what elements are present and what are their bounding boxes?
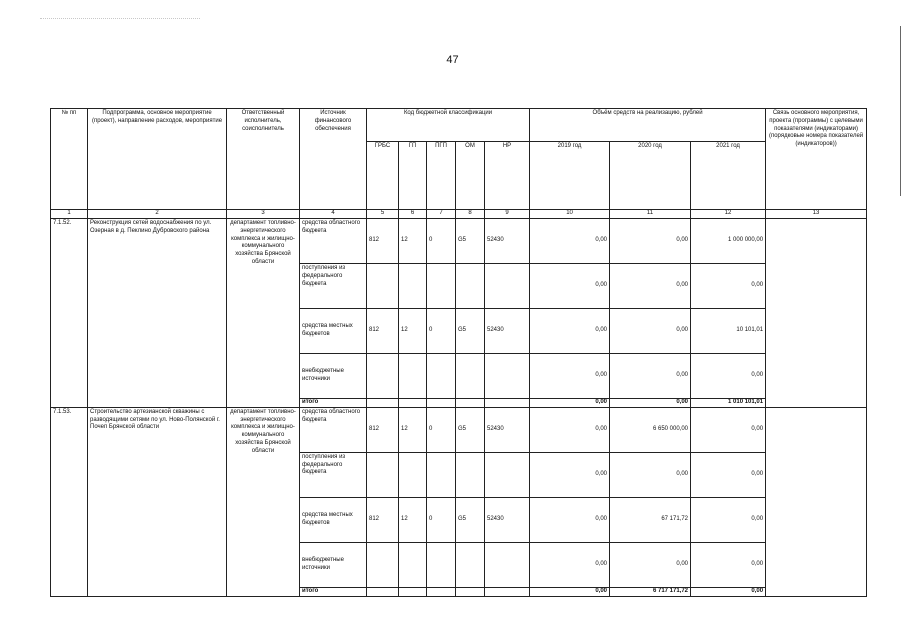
total-2021: 0,00 (691, 587, 766, 596)
total-label: итого (300, 399, 367, 408)
scan-edge-line (900, 26, 901, 196)
code-grbs: 812 (367, 497, 399, 542)
column-number: 12 (691, 210, 766, 219)
code-grbs (367, 452, 399, 497)
column-number: 1 (51, 210, 88, 219)
code-grbs (367, 542, 399, 587)
code-pgp (427, 354, 456, 399)
code-grbs (367, 354, 399, 399)
total-2020: 0,00 (610, 399, 691, 408)
header-no: № пп (51, 109, 88, 210)
amount-2020: 0,00 (610, 452, 691, 497)
amount-2020: 0,00 (610, 264, 691, 309)
code-gp: 12 (399, 497, 427, 542)
total-2019: 0,00 (530, 587, 610, 596)
header-volume: Объём средств на реализацию, рублей (530, 109, 766, 142)
funding-source: поступления из федерального бюджета (300, 264, 367, 309)
header-source: Источник финансового обеспечения (300, 109, 367, 210)
funding-source: внебюджетные источники (300, 354, 367, 399)
amount-2021: 1 000 000,00 (691, 219, 766, 264)
amount-2021: 0,00 (691, 407, 766, 452)
code-nr (485, 354, 530, 399)
amount-2019: 0,00 (530, 264, 610, 309)
code-grbs: 812 (367, 219, 399, 264)
code-pgp: 0 (427, 407, 456, 452)
funding-source: средства областного бюджета (300, 219, 367, 264)
column-number-row (51, 210, 867, 219)
header-budget-code: Код бюджетной классификации (367, 109, 530, 142)
amount-2019: 0,00 (530, 309, 610, 354)
amount-2021: 0,00 (691, 354, 766, 399)
table-row (51, 407, 867, 452)
table-row (51, 219, 867, 264)
code-om (456, 452, 485, 497)
code-om (456, 264, 485, 309)
total-2019: 0,00 (530, 399, 610, 408)
header-gp: ГП (399, 142, 427, 210)
header-nr: НР (485, 142, 530, 210)
code-nr (485, 542, 530, 587)
column-number: 7 (427, 210, 456, 219)
code-nr: 52430 (485, 219, 530, 264)
header-link: Связь основного мероприятия, проекта (программы) с целевыми показателями (индикаторами) (порядковые номера показателей (индикаторов)) (766, 109, 867, 210)
total-2021: 1 010 101,01 (691, 399, 766, 408)
column-number: 4 (300, 210, 367, 219)
funding-source: средства местных бюджетов (300, 309, 367, 354)
column-number: 10 (530, 210, 610, 219)
header-2020: 2020 год (610, 142, 691, 210)
code-pgp: 0 (427, 219, 456, 264)
measure-number: 7.1.52. (51, 219, 88, 408)
header-executor: Ответственный исполнитель, соисполнитель (227, 109, 300, 210)
measure-number: 7.1.53. (51, 407, 88, 596)
total-2020: 6 717 171,72 (610, 587, 691, 596)
code-pgp (427, 452, 456, 497)
code-gp: 12 (399, 309, 427, 354)
amount-2021: 0,00 (691, 542, 766, 587)
funding-source: внебюджетные источники (300, 542, 367, 587)
code-om: G5 (456, 407, 485, 452)
header-pgp: ПГП (427, 142, 456, 210)
amount-2019: 0,00 (530, 354, 610, 399)
column-number: 9 (485, 210, 530, 219)
amount-2019: 0,00 (530, 497, 610, 542)
column-number: 11 (610, 210, 691, 219)
amount-2019: 0,00 (530, 542, 610, 587)
budget-table (50, 108, 867, 597)
code-nr: 52430 (485, 497, 530, 542)
code-gp (399, 264, 427, 309)
code-pgp: 0 (427, 497, 456, 542)
code-nr: 52430 (485, 407, 530, 452)
code-nr: 52430 (485, 309, 530, 354)
funding-source: средства областного бюджета (300, 407, 367, 452)
code-gp (399, 542, 427, 587)
indicator-link (766, 219, 867, 408)
header-om: ОМ (456, 142, 485, 210)
column-number: 2 (88, 210, 227, 219)
column-number: 13 (766, 210, 867, 219)
code-grbs: 812 (367, 309, 399, 354)
code-gp: 12 (399, 219, 427, 264)
code-om (456, 542, 485, 587)
code-grbs: 812 (367, 407, 399, 452)
header-2019: 2019 год (530, 142, 610, 210)
scan-dots (40, 18, 200, 20)
amount-2021: 0,00 (691, 452, 766, 497)
column-number: 5 (367, 210, 399, 219)
code-nr (485, 264, 530, 309)
amount-2021: 0,00 (691, 497, 766, 542)
total-label: итого (300, 587, 367, 596)
code-om: G5 (456, 219, 485, 264)
amount-2019: 0,00 (530, 219, 610, 264)
measure-name: Строительство артезианской скважины с разводящими сетями по ул. Ново-Полянской г. Почеп Брянской области (88, 407, 227, 596)
column-number: 3 (227, 210, 300, 219)
code-om: G5 (456, 309, 485, 354)
code-gp: 12 (399, 407, 427, 452)
amount-2019: 0,00 (530, 407, 610, 452)
code-pgp (427, 542, 456, 587)
funding-source: средства местных бюджетов (300, 497, 367, 542)
header-2021: 2021 год (691, 142, 766, 210)
amount-2020: 0,00 (610, 219, 691, 264)
amount-2020: 0,00 (610, 309, 691, 354)
page-number: 47 (446, 54, 459, 66)
amount-2019: 0,00 (530, 452, 610, 497)
header-grbs: ГРБС (367, 142, 399, 210)
measure-executor: департамент топливно-энергетического комплекса и жилищно-коммунального хозяйства Брянской области (227, 219, 300, 408)
code-pgp: 0 (427, 309, 456, 354)
code-om: G5 (456, 497, 485, 542)
indicator-link (766, 407, 867, 596)
code-nr (485, 452, 530, 497)
funding-source: поступления из федерального бюджета (300, 452, 367, 497)
code-gp (399, 354, 427, 399)
amount-2021: 10 101,01 (691, 309, 766, 354)
amount-2020: 0,00 (610, 542, 691, 587)
measure-executor: департамент топливно-энергетического комплекса и жилищно-коммунального хозяйства Брянской области (227, 407, 300, 596)
measure-name: Реконструкция сетей водоснабжения по ул. Озерная в д. Пеклино Дубровского района (88, 219, 227, 408)
code-grbs (367, 264, 399, 309)
header-subprogram: Подпрограмма, основное мероприятие (проект), направление расходов, мероприятие (88, 109, 227, 210)
amount-2021: 0,00 (691, 264, 766, 309)
code-pgp (427, 264, 456, 309)
amount-2020: 0,00 (610, 354, 691, 399)
code-gp (399, 452, 427, 497)
amount-2020: 67 171,72 (610, 497, 691, 542)
column-number: 6 (399, 210, 427, 219)
code-om (456, 354, 485, 399)
amount-2020: 6 650 000,00 (610, 407, 691, 452)
column-number: 8 (456, 210, 485, 219)
